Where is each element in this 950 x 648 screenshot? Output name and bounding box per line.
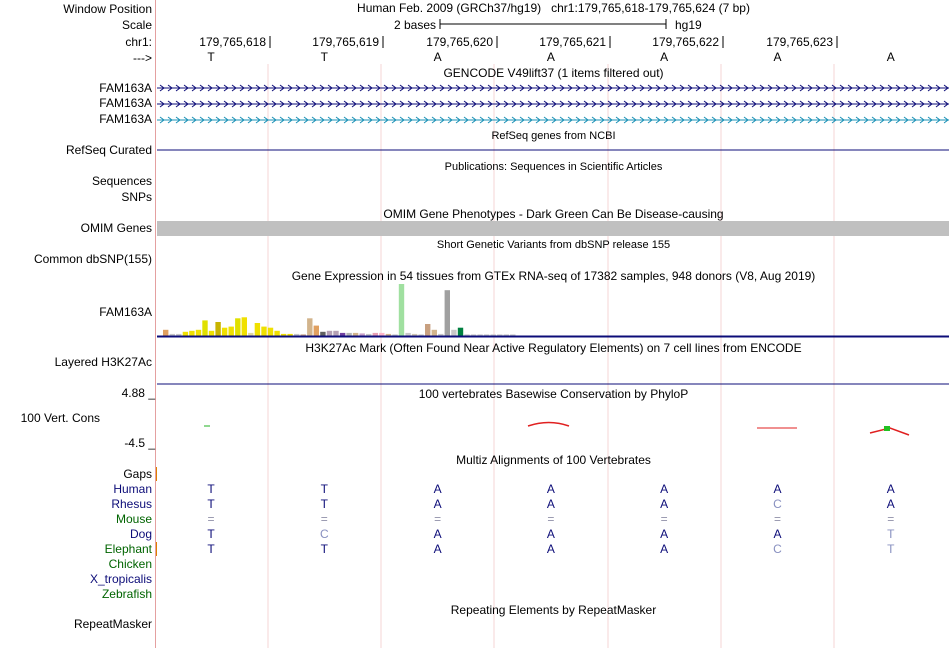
gtex-tissue-bar xyxy=(215,322,220,336)
gencode-track-title[interactable]: GENCODE V49lift37 (1 items filtered out) xyxy=(443,66,664,80)
gtex-tissue-bar xyxy=(255,323,260,336)
gtex-tissue-bar xyxy=(196,330,201,336)
gtex-tissue-bar xyxy=(314,326,319,336)
coordinate-label: 179,765,620 xyxy=(426,35,493,49)
gtex-tissue-bar xyxy=(209,331,214,336)
alignment-base: T xyxy=(207,542,215,556)
alignment-base: C xyxy=(319,527,329,541)
species-label[interactable]: X_tropicalis xyxy=(89,572,152,586)
omim-genes-label[interactable]: OMIM Genes xyxy=(80,221,152,235)
phylop-mark xyxy=(884,426,890,431)
alignment-base: = xyxy=(773,512,781,526)
gtex-tissue-bar xyxy=(320,332,325,336)
h3k27ac-track-title[interactable]: H3K27Ac Mark (Often Found Near Active Regulatory Elements) on 7 cell lines from ENCODE xyxy=(305,341,802,355)
alignment-base: A xyxy=(773,527,782,541)
alignment-base: A xyxy=(433,482,442,496)
gtex-tissue-bar xyxy=(451,330,456,336)
alignment-base: = xyxy=(320,512,328,526)
alignment-base: A xyxy=(546,482,555,496)
gtex-tissue-bar xyxy=(432,330,437,336)
phylop-label[interactable]: 100 Vert. Cons xyxy=(20,411,100,425)
species-label[interactable]: Human xyxy=(113,482,152,496)
scale-value: 2 bases xyxy=(393,18,436,32)
gtex-tissue-bar xyxy=(163,330,168,336)
alignment-base: T xyxy=(320,482,328,496)
alignment-base: A xyxy=(433,527,442,541)
gtex-tissue-bar xyxy=(333,331,338,336)
gtex-tissue-bar xyxy=(242,317,247,336)
window-position-label: Window Position xyxy=(63,2,152,16)
sequence-base: A xyxy=(433,50,442,64)
alignment-base: T xyxy=(887,542,895,556)
alignment-base: A xyxy=(886,482,895,496)
gtex-tissue-bar xyxy=(445,290,450,336)
alignment-base: A xyxy=(660,542,669,556)
coordinate-label: 179,765,622 xyxy=(652,35,719,49)
alignment-base: A xyxy=(660,527,669,541)
label-separator xyxy=(155,0,156,648)
alignment-base: T xyxy=(207,497,215,511)
refseq-curated-label[interactable]: RefSeq Curated xyxy=(65,143,152,157)
alignment-base: = xyxy=(660,512,668,526)
multiz-track-title[interactable]: Multiz Alignments of 100 Vertebrates xyxy=(456,453,651,467)
sequence-base: A xyxy=(546,50,555,64)
sequence-base: T xyxy=(207,50,215,64)
strand-label: ---> xyxy=(133,51,152,65)
repeatmasker-label[interactable]: RepeatMasker xyxy=(73,617,152,631)
gencode-item-label[interactable]: FAM163A xyxy=(99,81,152,95)
gtex-tissue-bar xyxy=(399,284,404,336)
dbsnp-track-title[interactable]: Short Genetic Variants from dbSNP release 155 xyxy=(436,239,671,251)
alignment-base: A xyxy=(546,527,555,541)
refseq-track-title[interactable]: RefSeq genes from NCBI xyxy=(491,130,616,142)
gtex-tissue-bar xyxy=(425,324,430,336)
alignment-base: T xyxy=(320,542,328,556)
h3k27ac-label[interactable]: Layered H3K27Ac xyxy=(54,355,152,369)
omim-gene-block xyxy=(157,221,949,236)
alignment-base: A xyxy=(773,482,782,496)
sequence-base: A xyxy=(886,50,895,64)
gtex-tissue-bar xyxy=(458,328,463,336)
alignment-base: = xyxy=(207,512,215,526)
phylop-track-title[interactable]: 100 vertebrates Basewise Conservation by PhyloP xyxy=(418,387,689,401)
species-label[interactable]: Rhesus xyxy=(111,497,152,511)
gtex-tissue-bar xyxy=(235,318,240,336)
gtex-tissue-bar xyxy=(183,332,188,336)
chrom-label: chr1: xyxy=(125,35,152,49)
gtex-gene-label[interactable]: FAM163A xyxy=(99,305,152,319)
alignment-base: A xyxy=(546,542,555,556)
alignment-base: C xyxy=(773,497,782,511)
species-label[interactable]: Mouse xyxy=(115,512,152,526)
gencode-item-label[interactable]: FAM163A xyxy=(99,96,152,110)
sequence-base: A xyxy=(660,50,669,64)
sequence-base: T xyxy=(320,50,328,64)
gtex-tissue-bar xyxy=(202,320,207,336)
gencode-item-label[interactable]: FAM163A xyxy=(99,112,152,126)
gtex-tissue-bar xyxy=(222,328,227,336)
alignment-base: T xyxy=(207,482,215,496)
alignment-base: T xyxy=(887,527,895,541)
sequence-base: A xyxy=(773,50,782,64)
gtex-tissue-bar xyxy=(229,327,234,336)
alignment-base: C xyxy=(773,542,782,556)
phylop-max-label: 4.88 _ xyxy=(121,386,155,400)
multiz-gaps-label[interactable]: Gaps xyxy=(123,467,152,481)
publications-sequences-label[interactable]: Sequences xyxy=(91,174,152,188)
scale-assembly: hg19 xyxy=(675,18,702,32)
gtex-tissue-bar xyxy=(274,331,279,336)
alignment-base: T xyxy=(207,527,215,541)
alignment-base: T xyxy=(320,497,328,511)
coordinate-label: 179,765,621 xyxy=(539,35,606,49)
alignment-base: A xyxy=(660,497,669,511)
gtex-tissue-bar xyxy=(189,331,194,336)
gtex-tissue-bar xyxy=(307,318,312,336)
phylop-mark xyxy=(528,423,569,427)
alignment-base: = xyxy=(434,512,442,526)
alignment-base: A xyxy=(886,497,895,511)
publications-track-title[interactable]: Publications: Sequences in Scientific Articles xyxy=(444,161,663,173)
species-label[interactable]: Chicken xyxy=(108,557,152,571)
scale-label: Scale xyxy=(121,18,152,32)
window-position-value: Human Feb. 2009 (GRCh37/hg19) chr1:179,765,618-179,765,624 (7 bp) xyxy=(357,1,750,15)
alignment-base: = xyxy=(547,512,555,526)
phylop-min-label: -4.5 _ xyxy=(124,436,155,450)
gtex-track-title[interactable]: Gene Expression in 54 tissues from GTEx RNA-seq of 17382 samples, 948 donors (V8, Aug 2019) xyxy=(291,269,816,283)
dbsnp-label[interactable]: Common dbSNP(155) xyxy=(33,252,152,266)
alignment-base: = xyxy=(887,512,895,526)
gtex-tissue-bar xyxy=(261,327,266,336)
omim-track-title[interactable]: OMIM Gene Phenotypes - Dark Green Can Be Disease-causing xyxy=(383,207,724,221)
repeatmasker-track-title[interactable]: Repeating Elements by RepeatMasker xyxy=(450,603,657,617)
alignment-base: A xyxy=(433,497,442,511)
alignment-base: A xyxy=(433,542,442,556)
species-label[interactable]: Elephant xyxy=(104,542,152,556)
coordinate-label: 179,765,623 xyxy=(766,35,833,49)
coordinate-label: 179,765,618 xyxy=(199,35,266,49)
publications-snps-label[interactable]: SNPs xyxy=(121,190,152,204)
coordinate-label: 179,765,619 xyxy=(312,35,379,49)
alignment-base: A xyxy=(546,497,555,511)
species-label[interactable]: Zebrafish xyxy=(101,587,152,601)
gtex-tissue-bar xyxy=(268,328,273,336)
species-label[interactable]: Dog xyxy=(129,527,152,541)
alignment-base: A xyxy=(660,482,669,496)
gtex-tissue-bar xyxy=(327,331,332,336)
